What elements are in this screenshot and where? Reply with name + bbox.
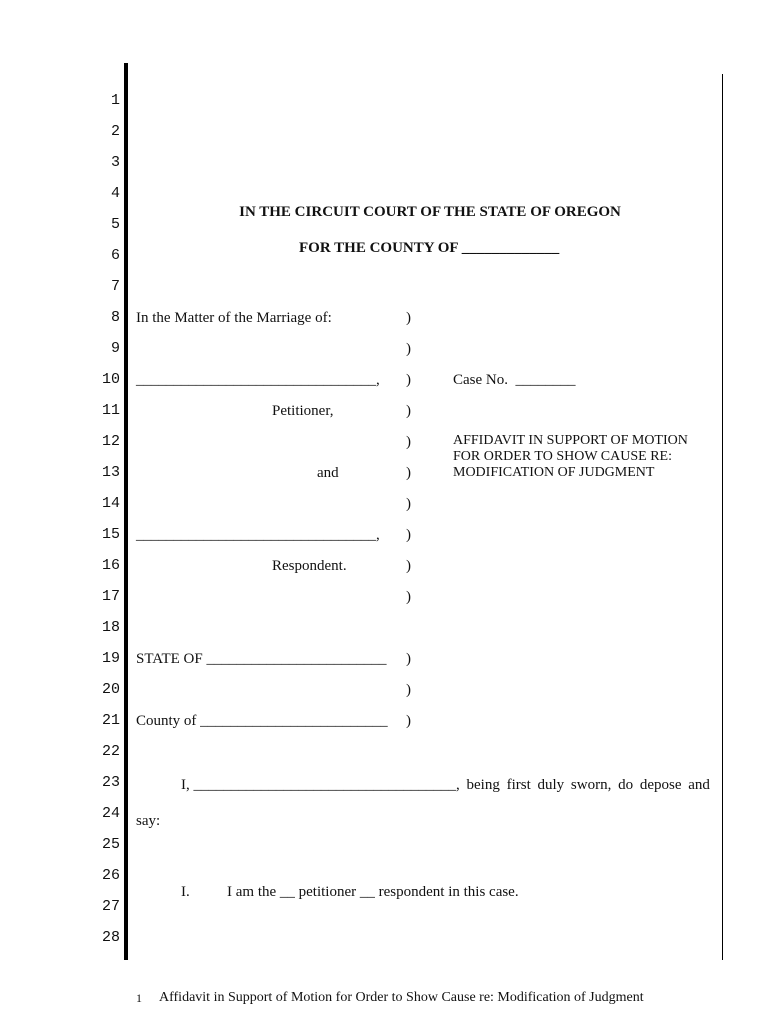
line-number: 2 <box>110 123 120 140</box>
line-number: 23 <box>101 774 120 791</box>
petitioner-name-blank[interactable]: ________________________________, <box>136 372 380 388</box>
line-number: 28 <box>101 929 120 946</box>
matter-label: In the Matter of the Marriage of: <box>136 310 332 326</box>
line-number: 14 <box>101 495 120 512</box>
caption-paren: ) <box>406 372 411 388</box>
line-number: 13 <box>101 464 120 481</box>
county-of-label: County of <box>136 713 201 729</box>
petitioner-label: Petitioner, <box>272 403 334 419</box>
oath-prefix: I, <box>181 777 190 793</box>
and-label: and <box>317 465 339 481</box>
line-number: 16 <box>101 557 120 574</box>
footer-title: Affidavit in Support of Motion for Order to Show Cause re: Modification of Judgment <box>159 990 644 1005</box>
caption-paren: ) <box>406 465 411 481</box>
line-number: 21 <box>101 712 120 729</box>
item-number: I. <box>181 884 190 900</box>
respondent-label: Respondent. <box>272 558 347 574</box>
state-of-blank[interactable]: ________________________ <box>206 651 387 667</box>
line-number: 12 <box>101 433 120 450</box>
line-number: 10 <box>101 371 120 388</box>
oath-line <box>181 776 710 794</box>
line-number: 7 <box>110 278 120 295</box>
line-number: 25 <box>101 836 120 853</box>
line-number: 1 <box>110 92 120 109</box>
court-title: IN THE CIRCUIT COURT OF THE STATE OF OREGON <box>239 204 621 220</box>
line-number: 27 <box>101 898 120 915</box>
caption-paren: ) <box>406 310 411 326</box>
oath-continuation: say: <box>136 813 161 829</box>
county-of-line <box>136 712 388 730</box>
venue-paren: ) <box>406 713 411 729</box>
caption-paren: ) <box>406 589 411 605</box>
line-number: 20 <box>101 681 120 698</box>
document-title: AFFIDAVIT IN SUPPORT OF MOTION FOR ORDER TO SHOW CAUSE RE: MODIFICATION OF JUDGMENT <box>453 433 688 480</box>
line-number: 17 <box>101 588 120 605</box>
venue-paren: ) <box>406 682 411 698</box>
case-number <box>453 371 576 389</box>
line-number: 26 <box>101 867 120 884</box>
county-heading <box>299 239 559 257</box>
item-text: I am the __ petitioner __ respondent in this case. <box>227 884 519 900</box>
case-number-blank[interactable]: ________ <box>515 372 576 388</box>
line-number: 19 <box>101 650 120 667</box>
state-of-label: STATE OF <box>136 651 207 667</box>
venue-paren: ) <box>406 651 411 667</box>
respondent-name-blank[interactable]: ________________________________, <box>136 527 380 543</box>
case-number-label: Case No. <box>453 372 508 388</box>
caption-paren: ) <box>406 496 411 512</box>
line-number: 5 <box>110 216 120 233</box>
line-number: 22 <box>101 743 120 760</box>
caption-paren: ) <box>406 527 411 543</box>
line-number: 3 <box>110 154 120 171</box>
line-number: 4 <box>110 185 120 202</box>
line-number: 11 <box>101 402 120 419</box>
oath-suffix: , being first duly sworn, do depose and <box>456 777 710 793</box>
caption-paren: ) <box>406 403 411 419</box>
caption-paren: ) <box>406 558 411 574</box>
footer-page-number: 1 <box>136 991 142 1005</box>
line-number: 15 <box>101 526 120 543</box>
caption-paren: ) <box>406 341 411 357</box>
affiant-name-blank[interactable]: ___________________________________ <box>193 777 456 793</box>
line-number: 8 <box>110 309 120 326</box>
state-of-line <box>136 650 386 668</box>
line-number: 18 <box>101 619 120 636</box>
county-heading-blank[interactable]: _____________ <box>461 240 560 256</box>
line-number: 6 <box>110 247 120 264</box>
line-number: 24 <box>101 805 120 822</box>
left-margin-rule <box>124 63 128 960</box>
line-number: 9 <box>110 340 120 357</box>
county-heading-label: FOR THE COUNTY OF <box>299 240 462 256</box>
county-of-blank[interactable]: _________________________ <box>200 713 388 729</box>
caption-paren: ) <box>406 434 411 450</box>
